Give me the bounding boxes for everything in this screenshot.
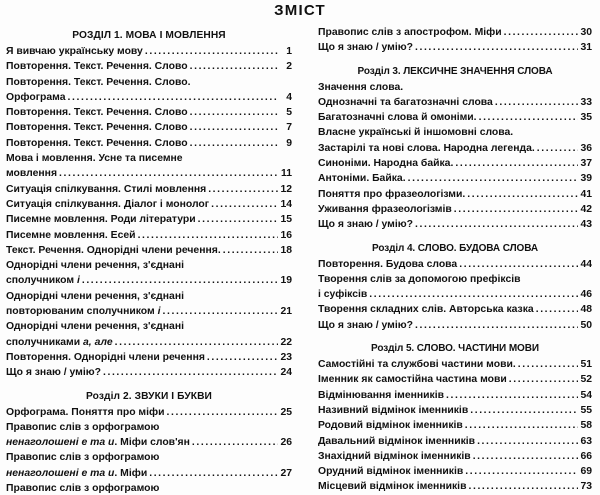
- toc-entry[interactable]: [318, 217, 592, 232]
- toc-entry-title: Повторення. Текст. Речення. Слово: [6, 61, 188, 73]
- toc-entry[interactable]: [318, 357, 592, 372]
- toc-page-number: 27: [280, 467, 292, 479]
- toc-dot-leader: [188, 105, 278, 120]
- toc-page-number: 66: [580, 450, 592, 462]
- toc-dot-leader: [188, 136, 278, 151]
- toc-entry-title: Однозначні та багатозначні слова: [318, 96, 493, 108]
- toc-entry-title: Я вивчаю українську мову: [6, 46, 143, 57]
- toc-page-number: 73: [580, 481, 592, 493]
- toc-entry-title: Що я знаю / умію?: [318, 42, 413, 54]
- toc-page-number: 35: [580, 112, 592, 124]
- toc-entry-title: сполучником і: [6, 275, 80, 287]
- toc-page-number: 44: [580, 258, 592, 270]
- toc-entry-line: Мова і мовлення. Усне та писемне: [6, 153, 183, 165]
- toc-entry-line: Правопис слів з орфограмою: [6, 421, 160, 433]
- toc-entry[interactable]: [318, 187, 592, 202]
- toc-entry[interactable]: [6, 228, 292, 243]
- toc-dot-leader: [160, 304, 278, 319]
- section-heading-розділ-2-звуки-і-букви: Розділ 2. ЗВУКИ І БУКВИ: [86, 390, 212, 402]
- toc-entry-title: Орфограма: [6, 91, 66, 103]
- toc-entry[interactable]: [6, 405, 292, 420]
- toc-page-number: 41: [580, 188, 592, 200]
- toc-page-number: 55: [580, 404, 592, 416]
- toc-page-number: 19: [280, 275, 292, 287]
- toc-entry-line: Правопис слів з орфограмою: [6, 483, 160, 495]
- toc-entry[interactable]: [318, 40, 592, 55]
- toc-dot-leader: [80, 273, 278, 288]
- toc-dot-leader: [147, 466, 278, 481]
- toc-entry[interactable]: [318, 372, 592, 387]
- toc-entry[interactable]: [318, 171, 592, 186]
- toc-entry[interactable]: [6, 90, 292, 105]
- toc-page-number: 1: [286, 46, 292, 57]
- toc-entry[interactable]: [6, 166, 292, 181]
- toc-dot-leader: [221, 243, 278, 258]
- toc-column-left: [0, 25, 300, 495]
- toc-entry[interactable]: [6, 212, 292, 227]
- toc-entry[interactable]: [318, 257, 592, 272]
- toc-entry-title: ненаголошені е та и. Міфи: [6, 467, 148, 479]
- toc-page-number: 50: [580, 319, 592, 331]
- toc-page-number: 63: [580, 435, 592, 447]
- toc-dot-leader: [209, 197, 278, 212]
- toc-page-number: 69: [580, 466, 592, 478]
- toc-entry[interactable]: [318, 403, 592, 418]
- toc-page-number: 42: [580, 203, 592, 215]
- toc-page-number: 22: [280, 336, 292, 348]
- toc-entry[interactable]: [318, 388, 592, 403]
- toc-entry[interactable]: [6, 335, 292, 350]
- toc-page-number: 37: [580, 158, 592, 170]
- toc-entry-title: Місцевий відмінок іменників: [318, 481, 467, 493]
- toc-entry-title: Правопис слів з апострофом. Міфи: [318, 27, 502, 38]
- toc-entry-title: і суфіксів: [318, 289, 368, 301]
- toc-columns: [0, 19, 600, 495]
- toc-entry[interactable]: [6, 120, 292, 135]
- toc-entry[interactable]: [318, 418, 592, 433]
- toc-entry-title: Повторення. Текст. Речення. Слово: [6, 107, 188, 119]
- toc-entry[interactable]: [318, 434, 592, 449]
- toc-page-number: 51: [580, 359, 592, 371]
- toc-entry[interactable]: [318, 110, 592, 125]
- toc-entry-title: сполучниками а, але: [6, 336, 113, 348]
- toc-dot-leader: [205, 350, 278, 365]
- toc-entry-title: Повторення. Однорідні члени речення: [6, 351, 205, 363]
- toc-dot-leader: [534, 302, 578, 317]
- toc-dot-leader: [477, 110, 578, 125]
- toc-entry-line: Творення слів за допомогою префіксів: [318, 273, 521, 285]
- toc-entry[interactable]: [6, 350, 292, 365]
- toc-entry[interactable]: [6, 304, 292, 319]
- toc-dot-leader: [457, 257, 578, 272]
- toc-entry-line: Однорідні члени речення, з'єднані: [6, 290, 184, 302]
- toc-entry-title: Називний відмінок іменників: [318, 404, 469, 416]
- toc-entry[interactable]: [6, 435, 292, 450]
- toc-dot-leader: [413, 318, 578, 333]
- toc-entry[interactable]: [318, 464, 592, 479]
- toc-entry[interactable]: [6, 136, 292, 151]
- toc-entry-title: Повторення. Текст. Речення. Слово: [6, 122, 188, 134]
- toc-page-number: 5: [286, 107, 292, 119]
- toc-dot-leader: [453, 156, 578, 171]
- toc-entry-title: Творення складних слів. Авторська казка: [318, 304, 534, 316]
- toc-entry-title: Відмінювання іменників: [318, 389, 445, 401]
- toc-entry-title: Іменник як самостійна частина мови: [318, 374, 507, 386]
- toc-entry[interactable]: [6, 243, 292, 258]
- toc-entry[interactable]: [6, 365, 292, 380]
- toc-entry[interactable]: [6, 44, 292, 59]
- toc-dot-leader: [466, 479, 578, 494]
- toc-page-number: 43: [580, 219, 592, 231]
- toc-entry[interactable]: [318, 156, 592, 171]
- toc-entry-title: Багатозначні слова й омоніми.: [318, 112, 477, 124]
- toc-dot-leader: [57, 166, 278, 181]
- toc-entry-title: Що я знаю / умію?: [318, 319, 413, 331]
- toc-entry[interactable]: [318, 318, 592, 333]
- toc-page-number: 46: [580, 289, 592, 301]
- toc-entry-title: повторюваним сполучником і: [6, 306, 161, 318]
- toc-entry[interactable]: [318, 25, 592, 40]
- section-heading-розділ-1-мова-і-мовлення: РОЗДІЛ 1. МОВА І МОВЛЕННЯ: [72, 30, 226, 41]
- toc-entry-title: Давальний відмінок іменників: [318, 435, 476, 447]
- toc-page-number: 7: [286, 122, 292, 134]
- toc-entry-title: Самостійні та службові частини мови.: [318, 359, 516, 371]
- toc-dot-leader: [196, 212, 278, 227]
- toc-entry-title: Повторення. Текст. Речення. Слово: [6, 137, 188, 149]
- toc-dot-leader: [413, 217, 578, 232]
- toc-entry[interactable]: [6, 182, 292, 197]
- toc-page-number: 14: [280, 198, 292, 210]
- toc-page-number: 36: [580, 142, 592, 154]
- toc-column-right: [300, 25, 600, 495]
- toc-entry-line: Однорідні члени речення, з'єднані: [6, 260, 184, 272]
- toc-entry-line: Значення слова.: [318, 81, 404, 93]
- toc-entry[interactable]: [318, 141, 592, 156]
- toc-page-number: 12: [280, 183, 292, 195]
- toc-entry-title: Що я знаю / умію?: [318, 219, 413, 231]
- toc-page-number: 2: [286, 61, 292, 73]
- toc-dot-leader: [190, 435, 278, 450]
- toc-dot-leader: [535, 141, 578, 156]
- toc-entry-line: Правопис слів з орфограмою: [6, 452, 160, 464]
- toc-entry[interactable]: [318, 302, 592, 317]
- toc-entry-title: Уживання фразеологізмів: [318, 203, 452, 215]
- toc-dot-leader: [516, 357, 578, 372]
- toc-dot-leader: [206, 182, 278, 197]
- toc-dot-leader: [406, 171, 578, 186]
- toc-entry[interactable]: [6, 273, 292, 288]
- section-heading-розділ-5-слово-частини-мови: Розділ 5. СЛОВО. ЧАСТИНИ МОВИ: [371, 343, 539, 355]
- toc-entry[interactable]: [318, 449, 592, 464]
- toc-entry-title: Синоніми. Народна байка.: [318, 158, 454, 170]
- toc-entry-title: Орфограма. Поняття про міфи: [6, 406, 165, 418]
- toc-entry-title: Родовий відмінок іменників: [318, 420, 463, 432]
- toc-entry-line: Власне українські й іншомовні слова.: [318, 127, 514, 139]
- toc-entry-title: Текст. Речення. Однорідні члени речення.: [6, 244, 221, 256]
- toc-dot-leader: [463, 464, 578, 479]
- toc-page-number: 18: [280, 244, 292, 256]
- toc-page-number: 4: [286, 91, 292, 103]
- toc-dot-leader: [136, 228, 278, 243]
- section-heading-розділ-3-лексичне-значення-слова: Розділ 3. ЛЕКСИЧНЕ ЗНАЧЕННЯ СЛОВА: [357, 65, 553, 77]
- toc-dot-leader: [493, 95, 578, 110]
- toc-entry-title: Ситуація спілкування. Діалог і монолог: [6, 198, 210, 210]
- toc-dot-leader: [468, 403, 578, 418]
- toc-entry-title: Антоніми. Байка.: [318, 173, 406, 185]
- toc-page-number: 23: [280, 351, 292, 363]
- toc-dot-leader: [188, 59, 278, 74]
- toc-entry[interactable]: [318, 202, 592, 217]
- section-heading-розділ-4-слово-будова-слова: Розділ 4. СЛОВО. БУДОВА СЛОВА: [372, 242, 538, 254]
- toc-entry-title: ненаголошені е та и. Міфи слов'ян: [6, 437, 190, 449]
- toc-page-number: 30: [580, 27, 592, 38]
- toc-page-number: 52: [580, 374, 592, 386]
- toc-dot-leader: [66, 90, 278, 105]
- toc-page-number: 54: [580, 389, 592, 401]
- toc-dot-leader: [188, 120, 278, 135]
- toc-page-number: 31: [580, 42, 592, 54]
- page-title: ЗМІСТ: [274, 2, 326, 19]
- toc-page-number: 26: [280, 437, 292, 449]
- toc-entry[interactable]: [318, 287, 592, 302]
- toc-entry-title: Повторення. Будова слова: [318, 258, 458, 270]
- toc-entry-title: Застарілі та нові слова. Народна легенда.: [318, 142, 535, 154]
- toc-dot-leader: [463, 418, 578, 433]
- toc-dot-leader: [452, 202, 578, 217]
- toc-entry[interactable]: [318, 95, 592, 110]
- toc-page-number: 11: [281, 168, 292, 180]
- toc-entry[interactable]: [6, 197, 292, 212]
- toc-dot-leader: [413, 40, 578, 55]
- toc-entry-line: Однорідні члени речення, з'єднані: [6, 321, 184, 333]
- toc-page-number: 15: [280, 214, 292, 226]
- toc-page-number: 39: [580, 173, 592, 185]
- toc-dot-leader: [465, 187, 578, 202]
- toc-page-number: 33: [580, 96, 592, 108]
- toc-dot-leader: [475, 434, 578, 449]
- toc-dot-leader: [444, 388, 578, 403]
- toc-page-number: 24: [280, 367, 292, 379]
- toc-page-number: 48: [580, 304, 592, 316]
- toc-page-number: 16: [280, 229, 292, 241]
- toc-entry-title: мовлення: [6, 168, 58, 180]
- toc-entry-title: Що я знаю / умію?: [6, 367, 101, 379]
- toc-entry[interactable]: [6, 59, 292, 74]
- toc-page-number: 9: [286, 137, 292, 149]
- toc-page-number: 25: [280, 406, 292, 418]
- toc-entry[interactable]: [6, 466, 292, 481]
- toc-entry-title: Писемне мовлення. Роди літератури: [6, 214, 196, 226]
- toc-page-number: 58: [580, 420, 592, 432]
- toc-dot-leader: [502, 25, 578, 40]
- toc-dot-leader: [164, 405, 278, 420]
- toc-dot-leader: [143, 44, 278, 59]
- toc-entry-title: Ситуація спілкування. Стилі мовлення: [6, 183, 207, 195]
- toc-entry[interactable]: [318, 479, 592, 494]
- toc-dot-leader: [101, 365, 278, 380]
- toc-entry-title: Орудний відмінок іменників: [318, 466, 464, 478]
- toc-dot-leader: [113, 335, 278, 350]
- toc-dot-leader: [367, 287, 578, 302]
- toc-dot-leader: [507, 372, 578, 387]
- toc-entry-title: Знахідний відмінок іменників: [318, 450, 471, 462]
- toc-entry-title: Писемне мовлення. Есей: [6, 229, 136, 241]
- toc-dot-leader: [471, 449, 578, 464]
- toc-entry-line: Повторення. Текст. Речення. Слово.: [6, 76, 191, 88]
- toc-page-number: 21: [280, 306, 292, 318]
- toc-entry[interactable]: [6, 105, 292, 120]
- toc-entry-title: Поняття про фразеологізми.: [318, 188, 466, 200]
